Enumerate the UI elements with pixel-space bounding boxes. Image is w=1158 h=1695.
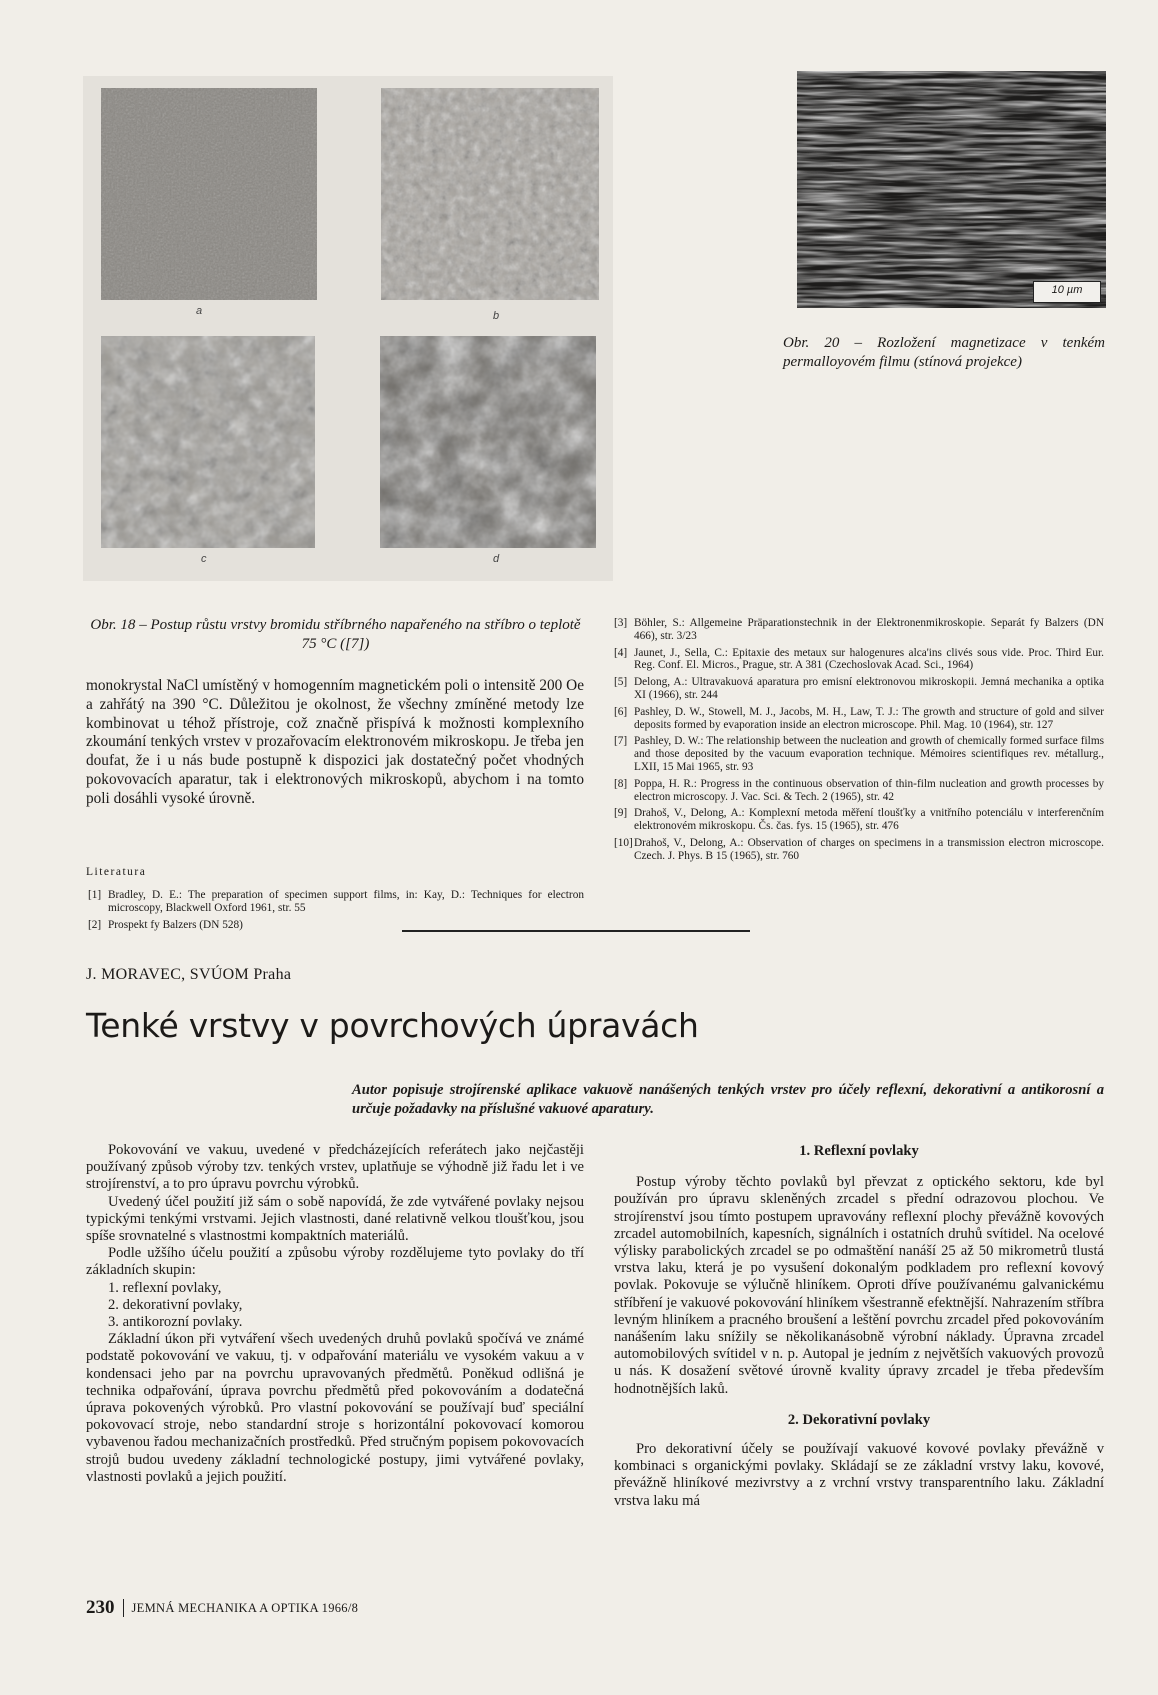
reference-number: [9]	[614, 807, 628, 820]
paragraph: Postup výroby těchto povlaků byl převzat z optického sektoru, kde byl používán pro úpravu skleněných zrcadel s přední odrazovou plochou. Ve strojírenství jsou tímto postupem upravovány reflexní plochy převážně kovových zrcadel automobilních, kapesních, signálních i ostatních druhů svítidel. Na ocelové výlisky parabolických zrcadel se po odmaštění nanáší 25 až 50 mikrometrů tlustá vrstva laku, která je po vysušení dokonalým podkladem pro reflexní kovový povlak. Pokovuje se výlučně hliníkem. Oproti dříve používanému galvanickému stříbření je vakuové pokovování hliníkem všestranně efektnější. Nahrazením stříbra levným hliníkem a pracného broušení a leštění povrchu zrcadel před pokovováním nanášením laku snížily se několikanásobně výrobní náklady. Úpravna zrcadel automobilových svítidel v n. p. Autopal je jedním z největších vakuových provozů u nás. K dosažení světové úrovně kvality úpravy zrcadel je třeba především hodnotnějších laků.	[614, 1174, 1104, 1397]
references-left	[88, 889, 584, 935]
article-author: J. MORAVEC, SVÚOM Praha	[86, 966, 292, 983]
list-item: 3. antikorozní povlaky.	[108, 1314, 243, 1331]
article-title: Tenké vrstvy v povrchových úpravách	[86, 1006, 699, 1045]
paragraph: Uvedený účel použití již sám o sobě napovídá, že zde vytvářené povlaky nejsou typickými tenkými vrstvami. Jejich vlastnosti, dané relativně velkou tloušťkou, jsou spíše srovnatelné s vlastnostmi kompaktních materiálů.	[86, 1193, 584, 1245]
reference-number: [6]	[614, 705, 628, 718]
figure18-panel-b	[381, 88, 599, 300]
figure18-panel-d	[380, 336, 596, 548]
figure20-caption-text: – Rozložení magnetizace v tenkém permalloyovém filmu (stínová projekce)	[783, 335, 1105, 370]
reference-text: Bradley, D. E.: The preparation of specimen support films, in: Kay, D.: Techniques for electron microscopy, Blackwell Oxford 1961, str. 55	[108, 889, 584, 914]
paragraph: Pro dekorativní účely se používají vakuové kovové povlaky převážně v kombinaci s organickými povlaky. Skládají se ze základní vrstvy laku, kovové, převážně hliníkové mezivrstvy a z vrchní vrstvy transparentního laku. Základní vrstva laku má	[614, 1441, 1104, 1509]
reference-number: [1]	[88, 889, 102, 901]
reference-item	[614, 647, 1104, 673]
literature-heading: Literatura	[86, 866, 147, 878]
figure18-panel-c	[101, 336, 315, 548]
reference-number: [4]	[614, 646, 628, 659]
paragraph: Základní úkon při vytváření všech uvedených druhů povlaků spočívá ve známé podstatě pokovování ve vakuu, tj. v odpařování materiálu ve vysokém vakuu a v kondensaci jeho par na povrchu upravovaných předmětů. Poněkud odlišná je technika odpařování, úprava povrchu předmětů před pokovováním a dodatečná úprava pokovených výrobků. Pro vlastní pokovování se používají buď speciální pokovovací stroje, nebo standardní stroje s horizontální pokovovací komorou vybavenou řadou mechanizačních prostředků. Před stručným popisem pokovovacích strojů budou uvedeny základní technologické postupy, jimi vytvářené povlaky, vlastnosti povlaků a jejich použití.	[86, 1331, 584, 1485]
reference-item	[614, 778, 1104, 804]
reference-item	[614, 706, 1104, 732]
figure18-panel-a	[101, 88, 317, 300]
reference-number: [7]	[614, 735, 628, 748]
scale-label: 10 µm	[1051, 284, 1083, 296]
reference-number: [3]	[614, 617, 628, 629]
figure20-caption-lead: Obr. 20	[783, 335, 840, 351]
article-separator-rule	[402, 930, 750, 932]
panel-label-a: a	[196, 305, 203, 317]
reference-text: Pashley, D. W.: The relationship between the nucleation and growth of chemically formed surface films and those deposited by the vacuum evaporation technique. Mémoires scientifiques rev. métallurg., LXII, 15 Mai 1965, str. 93	[634, 735, 1104, 773]
reference-text: Poppa, H. R.: Progress in the continuous observation of thin-film nucleation and growth processes by electron microscopy. J. Vac. Sci. & Tech. 2 (1965), str. 42	[634, 777, 1104, 803]
reference-number: [5]	[614, 676, 628, 689]
figure18-caption-lead: Obr. 18	[90, 617, 136, 633]
reference-item	[614, 617, 1104, 643]
references-right	[614, 617, 1104, 867]
prev-article-text: monokrystal NaCl umístěný v homogenním magnetickém poli o intensitě 200 Oe a zahřátý na 390 °C. Důležitou je okolnost, že všechny zmíněné metody lze kombinovat u téhož přístroje, což značně přispívá k možnosti komplexního zkoumání tenkých vrstev v prozařovacím elektronovém mikroskopu. Je třeba jen doufat, že i u nás bude postupně k dispozici jak dostatečný počet vhodných pokovovacích aparatur, tak i elektronových mikroskopů, abychom i na tomto poli dosáhli vysoké úrovně.	[86, 677, 584, 807]
figure20-caption	[783, 334, 1105, 372]
reference-item	[88, 889, 584, 915]
panel-label-d: d	[493, 553, 500, 565]
figure18-caption-text: – Postup růstu vrstvy bromidu stříbrného napařeného na stříbro o teplotě 75 °C ([7])	[139, 617, 581, 652]
figure18-caption	[88, 616, 583, 654]
reference-text: Prospekt fy Balzers (DN 528)	[108, 918, 243, 931]
page-footer	[86, 1597, 358, 1619]
article-right-column	[614, 1143, 1104, 1510]
reference-item	[614, 735, 1104, 773]
list-item: 2. dekorativní povlaky,	[108, 1296, 243, 1313]
reference-item	[614, 807, 1104, 833]
journal-name: JEMNÁ MECHANIKA A OPTIKA 1966/8	[131, 1600, 359, 1615]
reference-text: Jaunet, J., Sella, C.: Epitaxie des metaux sur halogenures alca'ins clivés sous vide. Proc. Third Eur. Reg. Conf. El. Micros., Prague, str. A 381 (Czechoslovak Acad. Sci., 1964)	[634, 646, 1104, 672]
reference-text: Drahoš, V., Delong, A.: Komplexní metoda měření tloušťky a vnitřního potenciálu v interferenčním elektronovém mikroskopu. Čs. čas. fys. 15 (1965), str. 476	[634, 807, 1104, 833]
section-heading: 1. Reflexní povlaky	[799, 1143, 919, 1159]
panel-label-b: b	[493, 310, 500, 322]
figure20-photo	[797, 71, 1106, 308]
footer-divider	[123, 1599, 124, 1617]
reference-number: [8]	[614, 777, 628, 790]
reference-text: Böhler, S.: Allgemeine Präparationstechnik in der Elektronenmikroskopie. Separát fy Balzers (DN 466), str. 3/23	[634, 617, 1104, 642]
article-left-column	[86, 1142, 584, 1486]
paragraph: Pokovování ve vakuu, uvedené v předcházejících referátech jako nejčastěji používaný způsob výroby tzv. tenkých vrstev, uplatňuje se výhodně již řadu let i ve strojírenství, a to pro úpravu povrchu výrobků.	[86, 1142, 584, 1193]
reference-item	[614, 676, 1104, 702]
panel-label-c: c	[201, 553, 207, 565]
paragraph: Podle užšího účelu použití a způsobu výroby rozdělujeme tyto povlaky do tří základních skupin:	[86, 1245, 584, 1279]
article-abstract: Autor popisuje strojírenské aplikace vakuově nanášených tenkých vrstev pro účely reflexní, dekorativní a antikorosní a určuje požadavky na příslušné vakuové aparatury.	[352, 1082, 1104, 1117]
list-item: 1. reflexní povlaky,	[108, 1279, 222, 1296]
reference-text: Delong, A.: Ultravakuová aparatura pro emisní elektronovou mikroskopii. Jemná mechanika a optika XI (1966), str. 244	[634, 676, 1104, 701]
page-number: 230	[86, 1597, 115, 1618]
prev-article-paragraph	[86, 677, 584, 809]
reference-text: Pashley, D. W., Stowell, M. J., Jacobs, M. H., Law, T. J.: The growth and structure of gold and silver deposits formed by evaporation inside an electron microscope. Phil. Mag. 10 (1964), str. 127	[634, 705, 1104, 731]
section-heading: 2. Dekorativní povlaky	[787, 1411, 931, 1428]
reference-number: [2]	[88, 918, 102, 931]
reference-item	[614, 837, 1104, 863]
reference-text: Drahoš, V., Delong, A.: Observation of charges on specimens in a transmission electron microscope. Czech. J. Phys. B 15 (1965), str. 760	[634, 836, 1104, 862]
reference-number: [10]	[614, 836, 633, 849]
